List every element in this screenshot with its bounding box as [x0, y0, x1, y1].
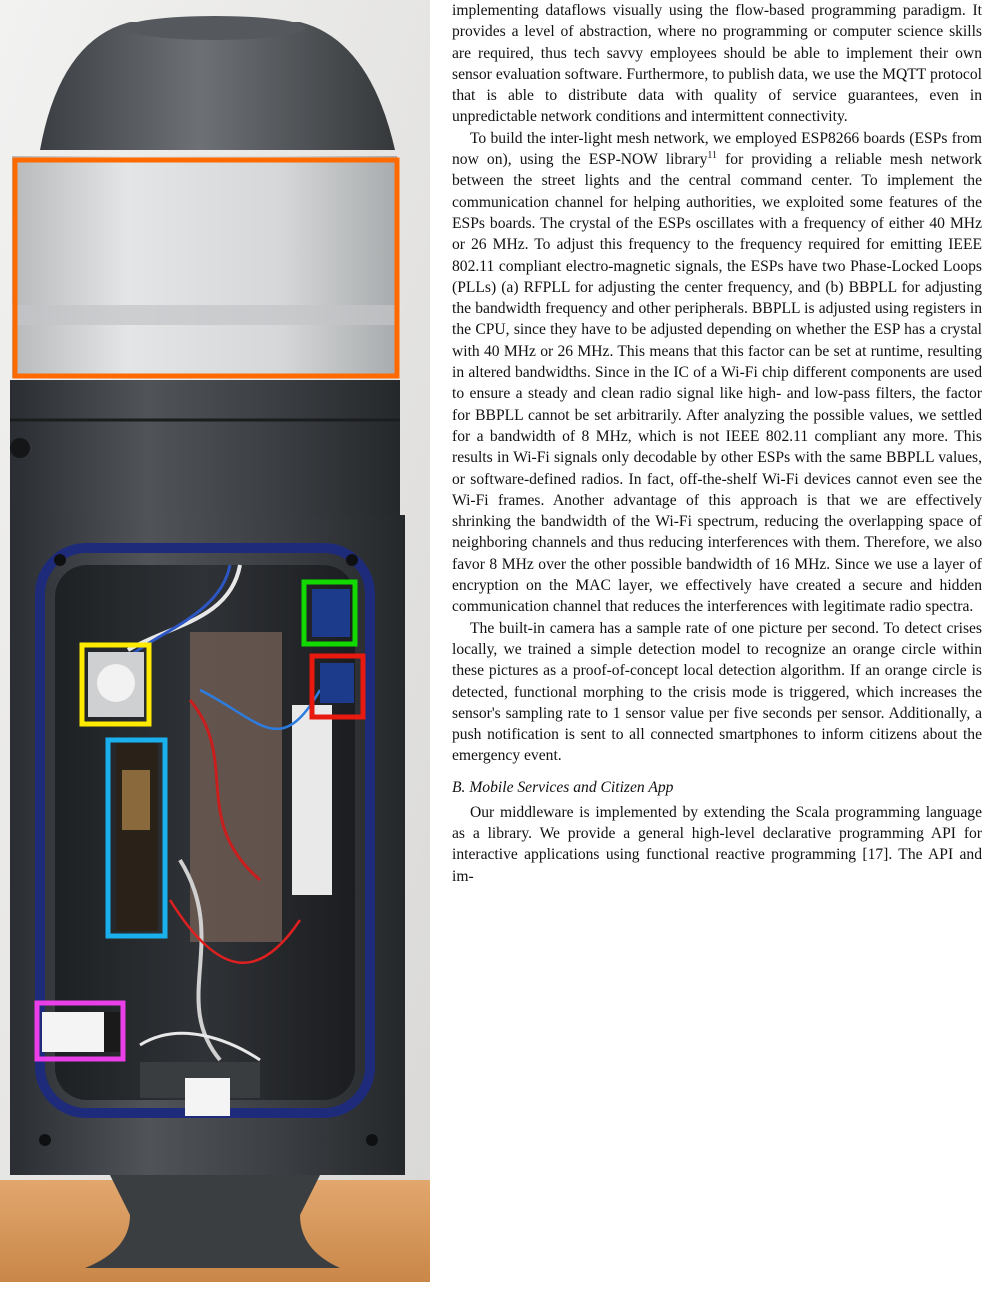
paragraph-mesh-network: [452, 128, 982, 618]
mesh-text-start: To build the inter-light mesh network, we employed ESP8266 boards (ESPs from now on), using the ESP-NOW library: [452, 129, 982, 169]
mesh-text-rest: for providing a reliable mesh network between the street lights and the central command center. To implement the communication channel for helping authorities, we exploited some features of the ESPs boards. The crystal of the ESPs oscillates with a frequency of either 40 MHz or 26 MHz. To adjust this frequency to the frequency required for emitting IEEE 802.11 compliant electro-magnetic signals, the ESPs have two Phase-Locked Loops (PLLs) (a) RFPLL for adjusting the center frequency, and (b) BBPLL for adjusting the bandwidth frequency and other peripherals. BBPLL is adjusted using registers in the CPU, since they have to be adjusted depending on whether the ESP has a crystal with 40 MHz or 26 MHz. This means that this factor can be set at runtime, resulting in altered bandwidths. Since in the IC of a Wi-Fi chip different components are used to ensure a steady and clean radio signal like high- and low-pass filters, the factor for BBPLL cannot be set arbitrarily. After analyzing the possible values, we settled for a bandwidth of 8 MHz, which is not IEEE 802.11 compliant any more. This results in Wi-Fi signals only decodable by other ESPs with the same BBPLL values, or software-defined radios. In fact, off-the-shelf Wi-Fi devices cannot even see the Wi-Fi frames. Another advantage of this approach is that we are effectively shrinking the bandwidth of the Wi-Fi spectrum, reducing the overlapping space of neighboring channels and thus reducing interferences with them. Therefore, we also favor 8 MHz over the other possible bandwidth of 16 MHz. Since we use a layer of encryption on the MAC layer, we effectively have created a secure and hidden communication channel that reduces the interferences with legitimate radio spectra.: [452, 151, 982, 616]
street-light-photo: [0, 0, 430, 1282]
section-heading: B. Mobile Services and Citizen App: [452, 778, 674, 796]
footnote-marker: 11: [707, 150, 718, 162]
lens-ring: [12, 156, 397, 378]
paper-text-column: [452, 0, 982, 1303]
paragraph-camera: The built-in camera has a sample rate of one picture per second. To detect crises locally, we trained a simple detection model to recognize an orange circle within these pictures as a proof-of-concept local detection algorithm. If an orange circle is detected, functional morphing to the crisis mode is triggered, which increases the sensor's sampling rate to 1 sensor value per five seconds per sensor. Additionally, a push notification is sent to all connected smartphones to inform citizens about the emergency event.: [452, 619, 982, 765]
paragraph-middleware-dataflows: implementing dataflows visually using the flow-based programming paradigm. It provides a level of abstraction, where no programming or computer science skills are required, thus tech savvy employees should be able to implement their own sensor evaluation software. Furthermore, to publish data, we use the MQTT protocol that is able to distribute data with quality of service guarantees, even in unpredictable network conditions and intermittent connectivity.: [452, 2, 982, 126]
paragraph-mobile-services: Our middleware is implemented by extending the Scala programming language as a library. We provide a general high-level declarative programming API for interactive applications using functional reactive programming [17]. The API and im-: [452, 803, 982, 885]
housing-collar: [10, 380, 400, 520]
